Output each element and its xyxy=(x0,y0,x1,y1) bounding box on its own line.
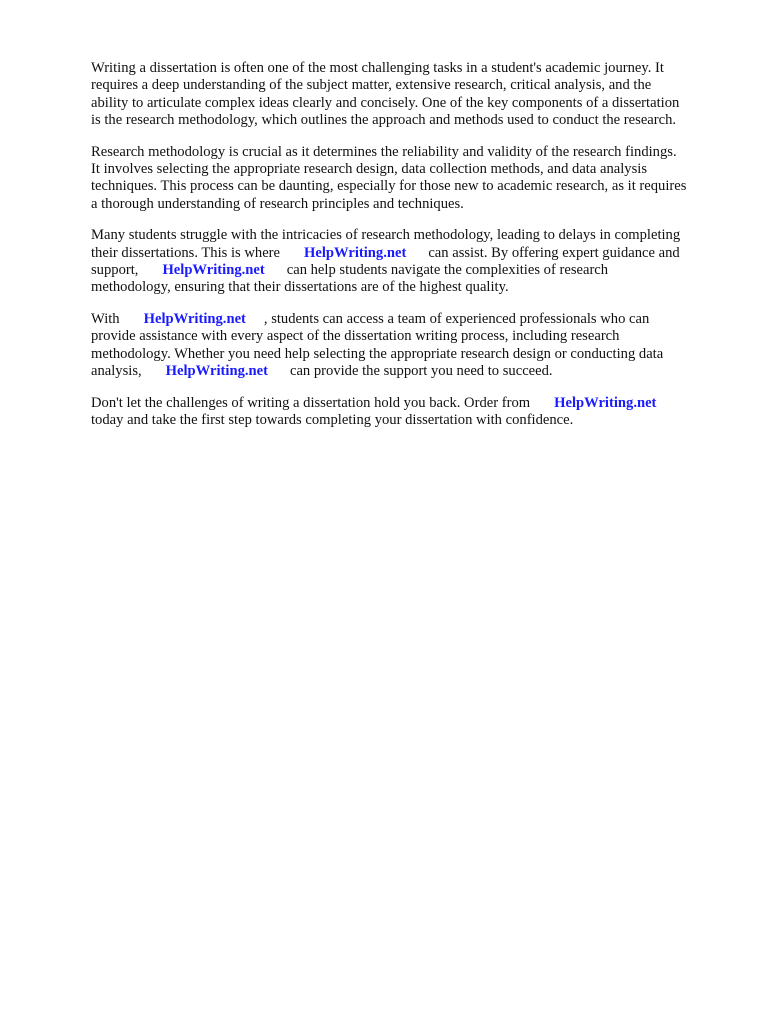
text-segment: , students can access a team of experienced professionals who can xyxy=(263,310,650,327)
text-line: ability to articulate complex ideas clearly and concisely. One of the key components of a dissertation xyxy=(91,94,680,111)
paragraph-professionals xyxy=(91,311,731,381)
text-line: today and take the first step towards completing your dissertation with confidence. xyxy=(91,411,574,428)
text-line xyxy=(91,262,731,279)
helpwriting-link[interactable]: HelpWriting.net xyxy=(554,394,657,411)
text-line: provide assistance with every aspect of the dissertation writing process, including research xyxy=(91,328,620,345)
text-line: Many students struggle with the intricacies of research methodology, leading to delays in completing xyxy=(91,227,681,244)
text-segment: Don't let the challenges of writing a dissertation hold you back. Order from xyxy=(91,394,531,411)
text-line: It involves selecting the appropriate research design, data collection methods, and data analysis xyxy=(91,161,647,178)
text-line: methodology, ensuring that their dissertations are of the highest quality. xyxy=(91,279,509,296)
paragraph-intro xyxy=(91,60,731,130)
text-line: is the research methodology, which outlines the approach and methods used to conduct the research. xyxy=(91,112,677,129)
text-segment: can help students navigate the complexities of research xyxy=(286,262,609,279)
text-line xyxy=(91,363,731,380)
helpwriting-link[interactable]: HelpWriting.net xyxy=(304,244,407,261)
text-line: Writing a dissertation is often one of the most challenging tasks in a student's academic journey. It xyxy=(91,60,664,76)
helpwriting-link[interactable]: HelpWriting.net xyxy=(143,310,246,327)
helpwriting-link[interactable]: HelpWriting.net xyxy=(165,363,268,380)
paragraph-methodology xyxy=(91,144,731,214)
text-line xyxy=(91,311,731,328)
text-segment: can assist. By offering expert guidance and xyxy=(428,244,680,261)
text-segment: support, xyxy=(91,262,139,279)
text-line: Research methodology is crucial as it determines the reliability and validity of the research findings. xyxy=(91,143,677,160)
text-line: methodology. Whether you need help selecting the appropriate research design or conducting data xyxy=(91,345,664,362)
text-segment: analysis, xyxy=(91,363,142,380)
text-line xyxy=(91,395,731,412)
document-page xyxy=(91,60,731,443)
text-segment: With xyxy=(91,310,120,327)
helpwriting-link[interactable]: HelpWriting.net xyxy=(162,262,265,279)
text-line xyxy=(91,245,731,262)
text-segment: their dissertations. This is where xyxy=(91,244,281,261)
paragraph-call-to-action xyxy=(91,395,731,430)
paragraph-struggle xyxy=(91,227,731,297)
text-line: a thorough understanding of research principles and techniques. xyxy=(91,195,464,212)
text-line: requires a deep understanding of the subject matter, extensive research, critical analysis, and the xyxy=(91,77,652,94)
text-line: techniques. This process can be daunting, especially for those new to academic research, as it requires xyxy=(91,178,687,195)
text-segment: can provide the support you need to succeed. xyxy=(289,363,553,380)
